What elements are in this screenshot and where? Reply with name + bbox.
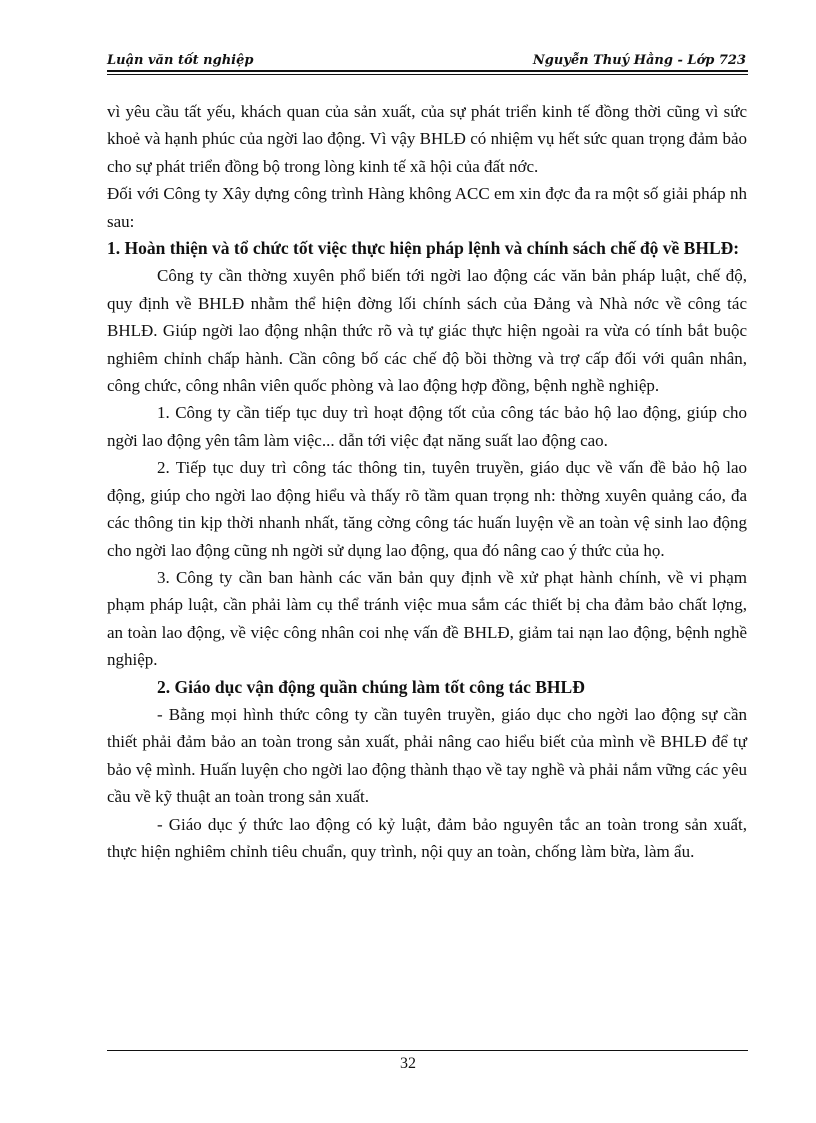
- footer-rule: [107, 1050, 748, 1051]
- section-heading-2: 2. Giáo dục vận động quần chúng làm tốt công tác BHLĐ: [157, 676, 585, 697]
- header-right-author: Nguyễn Thuý Hằng - Lớp 723: [532, 53, 746, 68]
- header-left-title: Luận văn tốt nghiệp: [107, 53, 254, 68]
- paragraph-3: Công ty cần thờng xuyên phổ biến tới ngời lao động các văn bản pháp luật, chế độ, quy định về BHLĐ nhằm thể hiện đờng lối chính sách của Đảng và Nhà nớc về công tác BHLĐ. Giúp ngời lao động nhận thức rõ và tự giác thực hiện ngoài ra vừa có tính bắt buộc nghiêm chỉnh chấp hành. Cần công bố các chế độ bồi thờng và trợ cấp đối với quân nhân, công chức, công nhân viên quốc phòng và lao động hợp đồng, bệnh nghề nghiệp.: [107, 266, 747, 396]
- paragraph-6: 3. Công ty cần ban hành các văn bản quy định về xử phạt hành chính, về vi phạm phạm pháp luật, cần phải làm cụ thể tránh việc mua sắm các thiết bị cha đảm bảo chất lợng, an toàn lao động, về việc công nhân coi nhẹ vấn đề BHLĐ, giảm tai nạn lao động, bệnh nghề nghiệp.: [107, 567, 747, 670]
- header-rule: [107, 70, 748, 72]
- section-heading-1: 1. Hoàn thiện và tổ chức tốt việc thực hiện pháp lệnh và chính sách chế độ về BHLĐ:: [107, 238, 740, 259]
- page-number: 32: [400, 1055, 416, 1072]
- paragraph-1: vì yêu cầu tất yếu, khách quan của sản xuất, của sự phát triển kinh tế đồng thời cũng vì sức khoẻ và hạnh phúc của ngời lao động. Vì vậy BHLĐ có nhiệm vụ hết sức quan trọng đảm bảo cho sự phát triển đồng bộ trong lòng kinh tế xã hội của đất nớc.: [107, 102, 747, 176]
- paragraph-4: 1. Công ty cần tiếp tục duy trì hoạt động tốt của công tác bảo hộ lao động, giúp cho ngời lao động yên tâm làm việc... dẫn tới việc đạt năng suất lao động cao.: [107, 403, 747, 450]
- header-rule-thin: [107, 74, 748, 75]
- paragraph-2: Đối với Công ty Xây dựng công trình Hàng không ACC em xin đợc đa ra một số giải pháp nh sau:: [107, 184, 747, 231]
- paragraph-5: 2. Tiếp tục duy trì công tác thông tin, tuyên truyền, giáo dục về vấn đề bảo hộ lao động, giúp cho ngời lao động hiểu và thấy rõ tầm quan trọng nh: thờng xuyên quảng cáo, đa các thông tin kịp thời nhanh nhất, tăng cờng công tác huấn luyện về an toàn vệ sinh lao động cho ngời lao động cũng nh ngời sử dụng lao động, qua đó nâng cao ý thức của họ.: [107, 458, 747, 560]
- paragraph-7: - Bằng mọi hình thức công ty cần tuyên truyền, giáo dục cho ngời lao động sự cần thiết phải đảm bảo an toàn trong sản xuất, phải nâng cao hiểu biết của mình về BHLĐ để tự bảo vệ mình. Huấn luyện cho ngời lao động thành thạo về tay nghề và phải nắm vững các yêu cầu về kỹ thuật an toàn trong sản xuất.: [107, 704, 747, 807]
- paragraph-8: - Giáo dục ý thức lao động có kỷ luật, đảm bảo nguyên tắc an toàn trong sản xuất, thực hiện nghiêm chỉnh tiêu chuẩn, quy trình, nội quy an toàn, chống làm bừa, làm ẩu.: [107, 814, 747, 861]
- document-body: [107, 98, 747, 865]
